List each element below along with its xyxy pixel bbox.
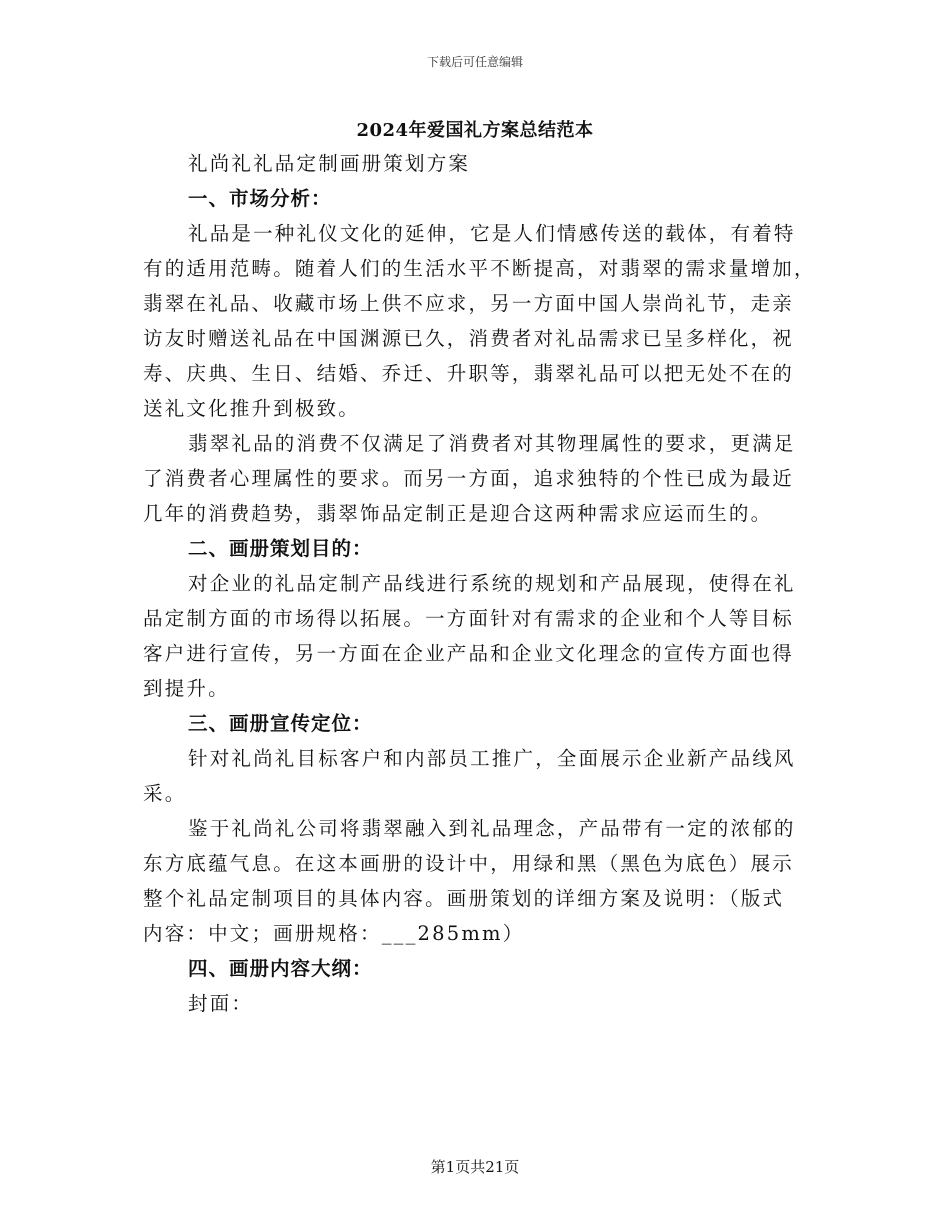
text-line: 鉴于礼尚礼公司将翡翠融入到礼品理念，产品带有一定的浓郁的 (188, 817, 796, 840)
text-line: 品定制方面的市场得以拓展。一方面针对有需求的企业和个人等目标 (143, 607, 795, 630)
text-line: 针对礼尚礼目标客户和内部员工推广，全面展示企业新产品线风 (188, 747, 796, 770)
text-line: 内容：中文；画册规格：___285mm） (143, 922, 525, 945)
text-line: 整个礼品定制项目的具体内容。画册策划的详细方案及说明：（版式 (143, 887, 785, 910)
text-line: 客户进行宣传，另一方面在企业产品和企业文化理念的宣传方面也得 (143, 642, 795, 665)
text-line: 礼品是一种礼仪文化的延伸，它是人们情感传送的载体，有着特 (188, 222, 796, 245)
document-title: 2024年爱国礼方案总结范本 (356, 120, 594, 141)
text-line: 访友时赠送礼品在中国渊源已久，消费者对礼品需求已呈多样化，祝 (143, 327, 795, 350)
text-line: 几年的消费趋势，翡翠饰品定制正是迎合这两种需求应运而生的。 (143, 502, 773, 525)
text-line: 有的适用范畴。随着人们的生活水平不断提高，对翡翠的需求量增加， (143, 257, 816, 280)
text-line: 礼尚礼礼品定制画册策划方案 (188, 152, 471, 175)
text-line: 翡翠在礼品、收藏市场上供不应求，另一方面中国人崇尚礼节，走亲 (143, 292, 795, 315)
document-body (143, 146, 816, 1021)
text-line: 送礼文化推升到极致。 (143, 397, 361, 420)
header-note: 下载后可任意编辑 (426, 55, 523, 69)
text-line: 东方底蕴气息。在这本画册的设计中，用绿和黑（黑色为底色）展示 (143, 852, 795, 875)
section-heading: 三、画册宣传定位： (188, 712, 373, 735)
text-line: 到提升。 (143, 677, 230, 700)
text-line: 翡翠礼品的消费不仅满足了消费者对其物理属性的要求，更满足 (188, 432, 796, 455)
section-heading: 四、画册内容大纲： (188, 957, 373, 980)
section-heading: 二、画册策划目的： (188, 537, 373, 560)
text-line: 对企业的礼品定制产品线进行系统的规划和产品展现，使得在礼 (188, 572, 796, 595)
text-line: 寿、庆典、生日、结婚、乔迁、升职等，翡翠礼品可以把无处不在的 (143, 362, 795, 385)
text-line: 采。 (143, 782, 187, 805)
text-line: 封面： (188, 992, 254, 1015)
section-heading: 一、市场分析： (188, 187, 332, 210)
text-line: 了消费者心理属性的要求。而另一方面，追求独特的个性已成为最近 (143, 467, 795, 490)
page-number: 第1页共21页 (430, 1158, 520, 1176)
